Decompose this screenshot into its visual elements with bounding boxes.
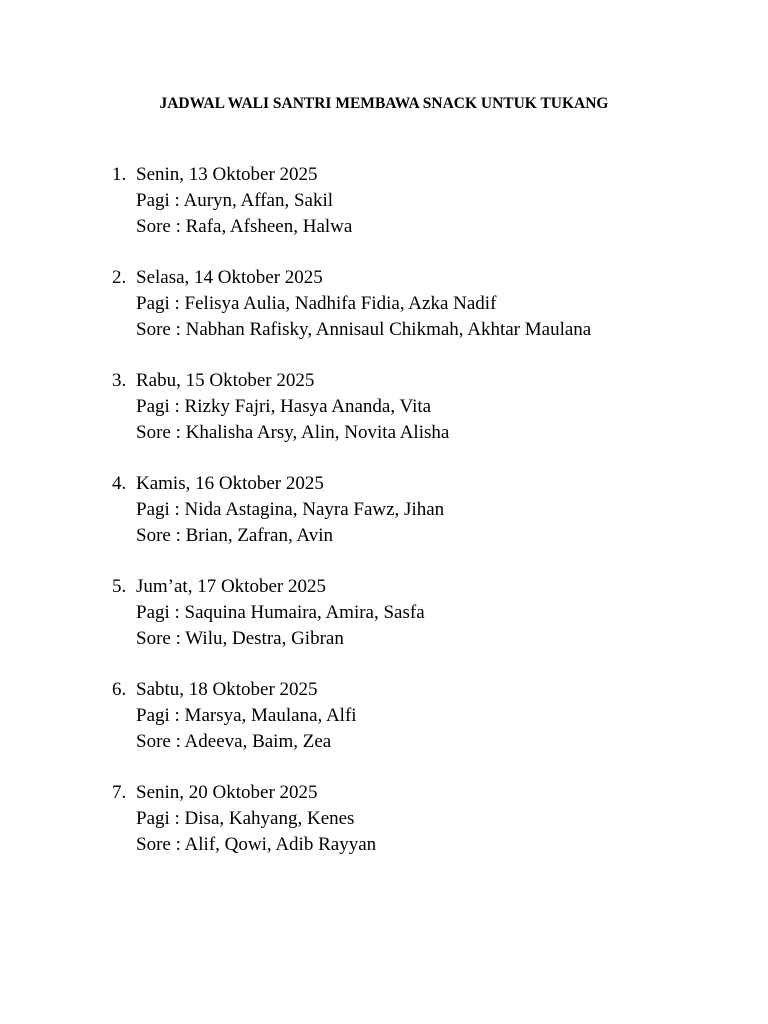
morning-names: Pagi : Auryn, Affan, Sakil: [136, 190, 334, 211]
item-number: 1.: [112, 164, 127, 185]
item-body: [136, 574, 425, 652]
schedule-list: [112, 162, 752, 883]
item-body: [136, 471, 444, 549]
schedule-item-3: [112, 368, 752, 471]
schedule-day: Rabu, 15 Oktober 2025: [136, 370, 315, 391]
morning-names: Pagi : Disa, Kahyang, Kenes: [136, 808, 355, 829]
schedule-item-7: [112, 780, 752, 883]
afternoon-names: Sore : Adeeva, Baim, Zea: [136, 731, 332, 752]
schedule-item-5: [112, 574, 752, 677]
schedule-day: Kamis, 16 Oktober 2025: [136, 473, 324, 494]
schedule-item-2: [112, 265, 752, 368]
afternoon-names: Sore : Alif, Qowi, Adib Rayyan: [136, 834, 377, 855]
schedule-item-4: [112, 471, 752, 574]
afternoon-names: Sore : Brian, Zafran, Avin: [136, 525, 333, 546]
item-number: 2.: [112, 267, 127, 288]
afternoon-names: Sore : Nabhan Rafisky, Annisaul Chikmah, Akhtar Maulana: [136, 319, 592, 340]
item-body: [136, 780, 376, 858]
afternoon-names: Sore : Khalisha Arsy, Alin, Novita Alisha: [136, 422, 450, 443]
schedule-day: Senin, 13 Oktober 2025: [136, 164, 318, 185]
afternoon-names: Sore : Wilu, Destra, Gibran: [136, 628, 344, 649]
afternoon-names: Sore : Rafa, Afsheen, Halwa: [136, 216, 353, 237]
schedule-item-1: [112, 162, 752, 265]
item-number: 7.: [112, 782, 127, 803]
item-body: [136, 677, 357, 755]
item-body: [136, 265, 591, 343]
morning-names: Pagi : Saquina Humaira, Amira, Sasfa: [136, 602, 425, 623]
morning-names: Pagi : Rizky Fajri, Hasya Ananda, Vita: [136, 396, 432, 417]
item-number: 5.: [112, 576, 127, 597]
item-number: 3.: [112, 370, 127, 391]
item-number: 4.: [112, 473, 127, 494]
schedule-day: Jum’at, 17 Oktober 2025: [136, 576, 326, 597]
document-title: JADWAL WALI SANTRI MEMBAWA SNACK UNTUK TUKANG: [159, 95, 609, 112]
schedule-day: Senin, 20 Oktober 2025: [136, 782, 318, 803]
morning-names: Pagi : Nida Astagina, Nayra Fawz, Jihan: [136, 499, 445, 520]
item-body: [136, 162, 352, 240]
schedule-day: Sabtu, 18 Oktober 2025: [136, 679, 318, 700]
item-body: [136, 368, 449, 446]
morning-names: Pagi : Marsya, Maulana, Alfi: [136, 705, 357, 726]
schedule-item-6: [112, 677, 752, 780]
morning-names: Pagi : Felisya Aulia, Nadhifa Fidia, Azka Nadif: [136, 293, 497, 314]
schedule-day: Selasa, 14 Oktober 2025: [136, 267, 323, 288]
item-number: 6.: [112, 679, 127, 700]
